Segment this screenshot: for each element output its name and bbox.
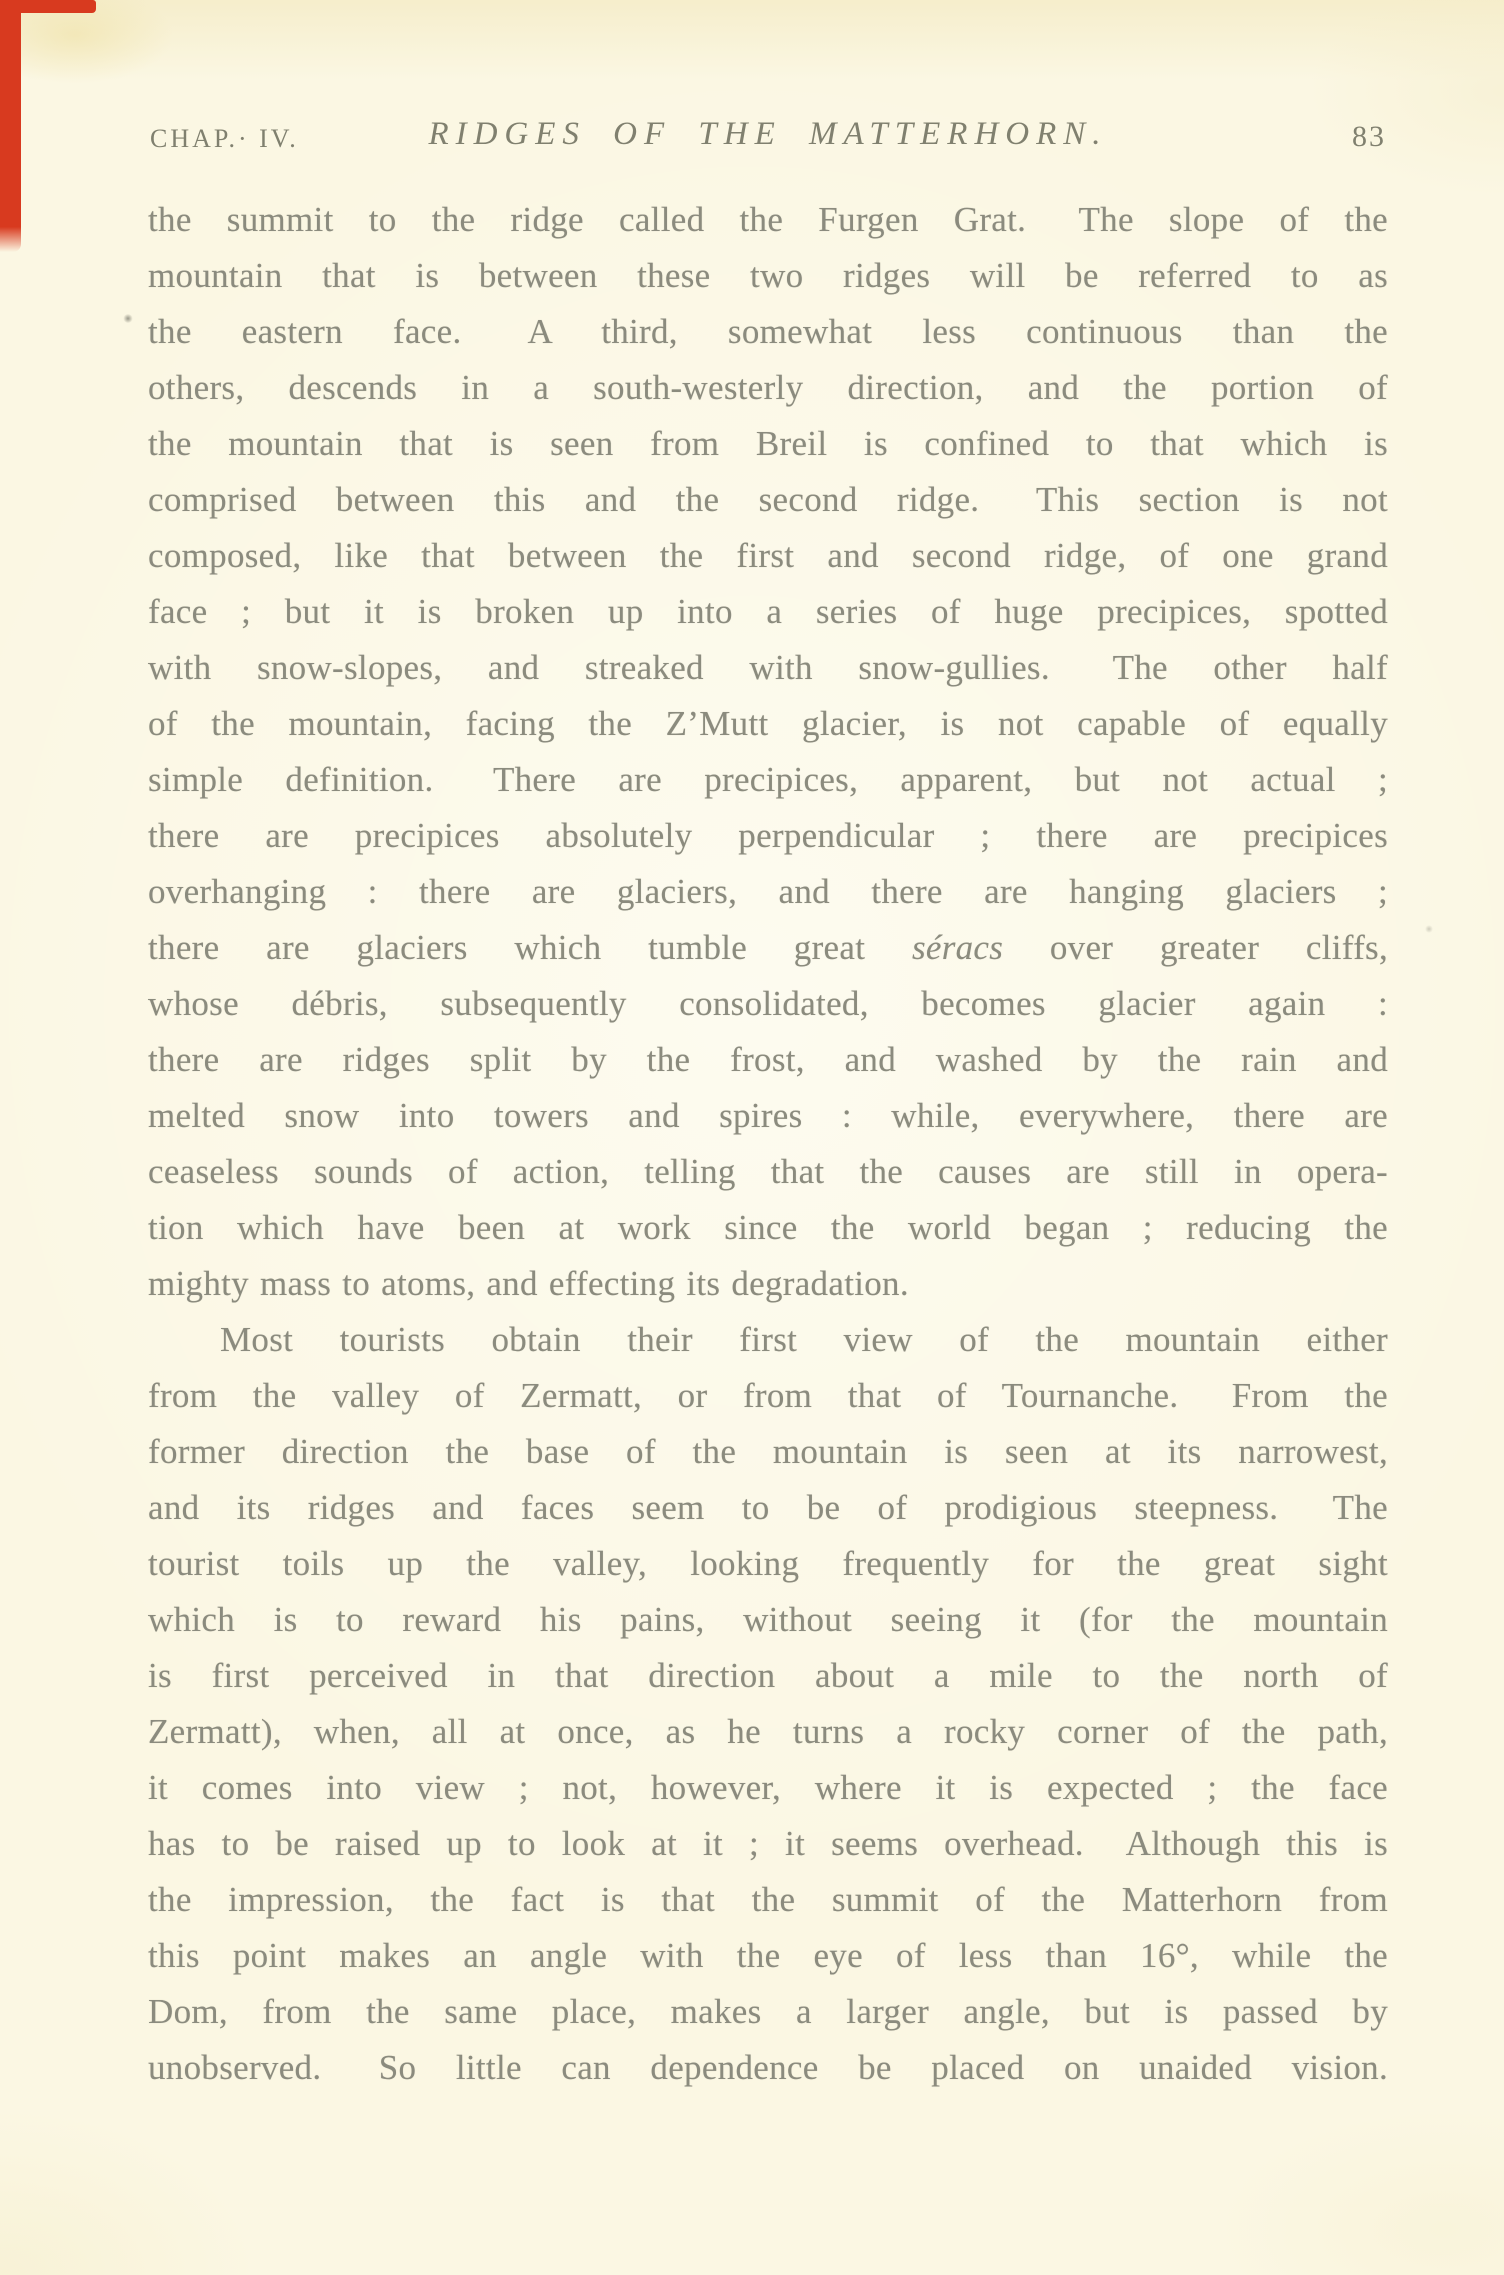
text-line: there are precipices absolutely perpendicular ; there are precipices (148, 816, 1388, 855)
text-line: mountain that is between these two ridges will be referred to as (148, 256, 1388, 295)
text-line: simple definition. There are precipices, apparent, but not actual ; (148, 760, 1388, 799)
text-line: of the mountain, facing the Z’Mutt glacier, is not capable of equally (148, 704, 1388, 743)
text-line: former direction the base of the mountain is seen at its narrowest, (148, 1432, 1388, 1471)
running-header (148, 116, 1388, 162)
paragraph (148, 1312, 1388, 2096)
text-line: melted snow into towers and spires : while, everywhere, there are (148, 1096, 1388, 1135)
red-edge-mark-top (0, 0, 96, 13)
text-line: unobserved. So little can dependence be placed on unaided vision. (148, 2048, 1388, 2087)
page-number: 83 (1352, 120, 1386, 153)
text-line: there are glaciers which tumble great séracs over greater cliffs, (148, 928, 1388, 967)
ink-speck (123, 314, 133, 323)
text-line: whose débris, subsequently consolidated, becomes glacier again : (148, 984, 1388, 1023)
text-line: is first perceived in that direction about a mile to the north of (148, 1656, 1388, 1695)
text-line: there are ridges split by the frost, and washed by the rain and (148, 1040, 1388, 1079)
text-line: the summit to the ridge called the Furgen Grat. The slope of the (148, 200, 1388, 239)
text-line: overhanging : there are glaciers, and there are hanging glaciers ; (148, 872, 1388, 911)
text-line: others, descends in a south-westerly direction, and the portion of (148, 368, 1388, 407)
red-edge-mark-left (0, 0, 21, 252)
text-line: ceaseless sounds of action, telling that the causes are still in opera- (148, 1152, 1388, 1191)
text-line: tion which have been at work since the world began ; reducing the (148, 1208, 1388, 1247)
text-line: tourist toils up the valley, looking frequently for the great sight (148, 1544, 1388, 1583)
text-line: composed, like that between the first and second ridge, of one grand (148, 536, 1388, 575)
ink-speck (1425, 925, 1433, 933)
text-line: Most tourists obtain their first view of the mountain either (220, 1320, 1388, 1359)
text-line: the eastern face. A third, somewhat less continuous than the (148, 312, 1388, 351)
text-line: it comes into view ; not, however, where it is expected ; the face (148, 1768, 1388, 1807)
chapter-label: CHAP.· IV. (150, 124, 299, 153)
text-line: comprised between this and the second ridge. This section is not (148, 480, 1388, 519)
text-line: from the valley of Zermatt, or from that of Tournanche. From the (148, 1376, 1388, 1415)
text-line: has to be raised up to look at it ; it seems overhead. Although this is (148, 1824, 1388, 1863)
text-line: face ; but it is broken up into a series of huge precipices, spotted (148, 592, 1388, 631)
text-line: Dom, from the same place, makes a larger angle, but is passed by (148, 1992, 1388, 2031)
text-line: the mountain that is seen from Breil is confined to that which is (148, 424, 1388, 463)
text-line: with snow-slopes, and streaked with snow-gullies. The other half (148, 648, 1388, 687)
text-line: the impression, the fact is that the summit of the Matterhorn from (148, 1880, 1388, 1919)
text-line: and its ridges and faces seem to be of prodigious steepness. The (148, 1488, 1388, 1527)
body-text (148, 192, 1388, 2096)
text-line: Zermatt), when, all at once, as he turns a rocky corner of the path, (148, 1712, 1388, 1751)
paragraph (148, 192, 1388, 1312)
running-title: RIDGES OF THE MATTERHORN. (428, 116, 1108, 152)
text-line: this point makes an angle with the eye of less than 16°, while the (148, 1936, 1388, 1975)
text-line: mighty mass to atoms, and effecting its degradation. (148, 1264, 909, 1303)
text-line: which is to reward his pains, without seeing it (for the mountain (148, 1600, 1388, 1639)
